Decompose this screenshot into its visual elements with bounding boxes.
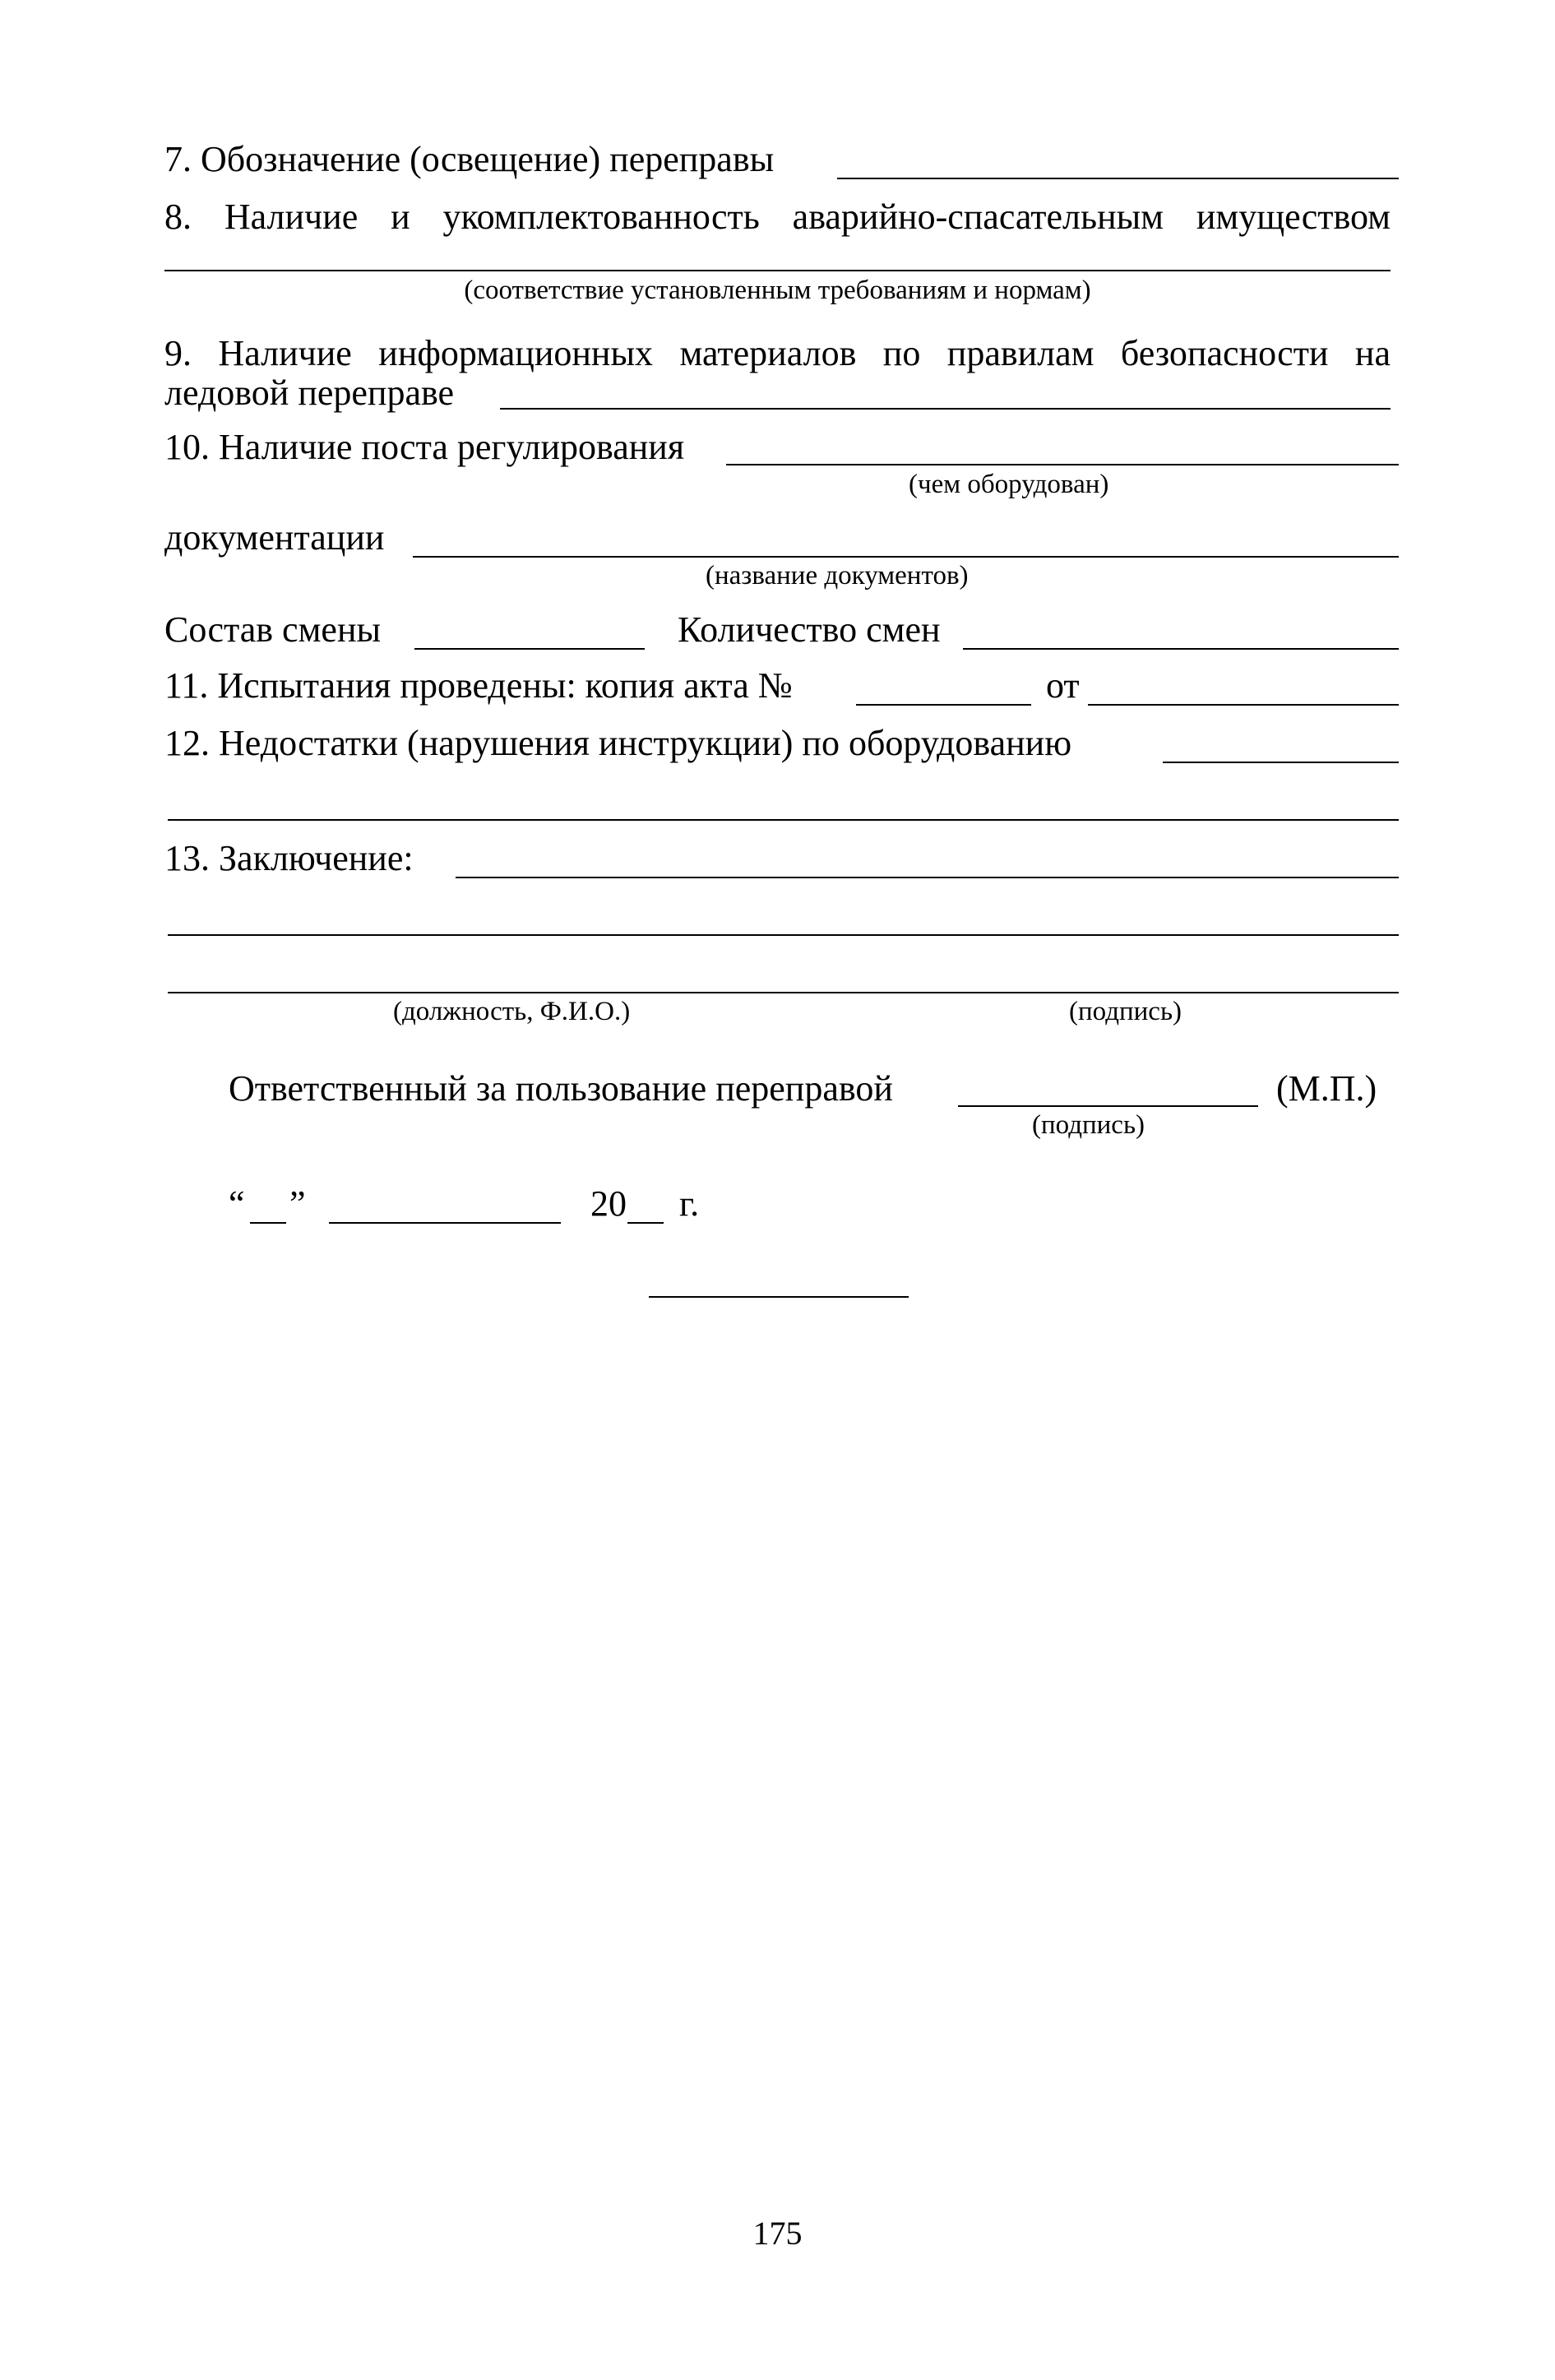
caption-signature: (подпись) [1069,997,1182,1026]
documentation-caption: (название документов) [706,561,969,590]
date-year-suffix: г. [679,1183,700,1224]
conclusion-blank-line-3[interactable] [168,992,1399,993]
separator-line [649,1296,909,1298]
shifts-count-blank-line[interactable] [963,648,1399,650]
conclusion-blank-line-2[interactable] [168,934,1399,936]
item8-blank-line[interactable] [164,270,1391,271]
documentation-blank-line[interactable] [413,556,1399,558]
shifts-count-label: Количество смен [678,609,941,650]
date-quote-close: ” [289,1183,306,1224]
page-number: 175 [752,2215,803,2252]
documentation-label: документации [164,517,385,558]
item10-label: 10. Наличие поста регулирования [164,427,685,467]
shift-composition-blank-line[interactable] [414,648,645,650]
date-year-prefix: 20 [590,1183,627,1224]
responsible-signature-blank-line[interactable] [958,1105,1258,1107]
item8-caption: (соответствие установленным требованиям и нормам) [464,276,1091,305]
item10-post-blank-line[interactable] [726,464,1399,465]
item13-label: 13. Заключение: [164,838,414,878]
item11-label: 11. Испытания проведены: копия акта № [164,665,793,706]
date-quote-open: “ [229,1183,245,1224]
stamp-label: (М.П.) [1276,1068,1377,1109]
responsible-signature-caption: (подпись) [1032,1110,1145,1140]
item7-label: 7. Обозначение (освещение) переправы [164,139,775,179]
act-number-blank-line[interactable] [856,704,1031,706]
act-date-blank-line[interactable] [1088,704,1399,706]
item9-label-line1: 9. Наличие информационных материалов по правилам безопасности на [164,333,1391,373]
item7-blank-line[interactable] [837,178,1399,179]
responsible-label: Ответственный за пользование переправой [229,1068,893,1109]
date-year-blank-line[interactable] [627,1222,664,1224]
item12-label: 12. Недостатки (нарушения инструкции) по оборудованию [164,723,1072,763]
shift-composition-label: Состав смены [164,609,382,650]
date-month-blank-line[interactable] [329,1222,561,1224]
item12-blank-line-2[interactable] [168,819,1399,821]
item12-blank-line-1[interactable] [1163,762,1399,763]
item9-blank-line[interactable] [500,408,1391,410]
item11-from-label: от [1046,665,1080,706]
item8-label: 8. Наличие и укомплектованность аварийно-спасательным имуществом [164,197,1391,237]
date-day-blank-line[interactable] [250,1222,286,1224]
conclusion-blank-line-1[interactable] [456,877,1399,878]
item10-caption-equipment: (чем оборудован) [909,470,1109,499]
caption-position-name: (должность, Ф.И.О.) [393,997,631,1026]
item9-label-line2: ледовой переправе [164,373,455,413]
